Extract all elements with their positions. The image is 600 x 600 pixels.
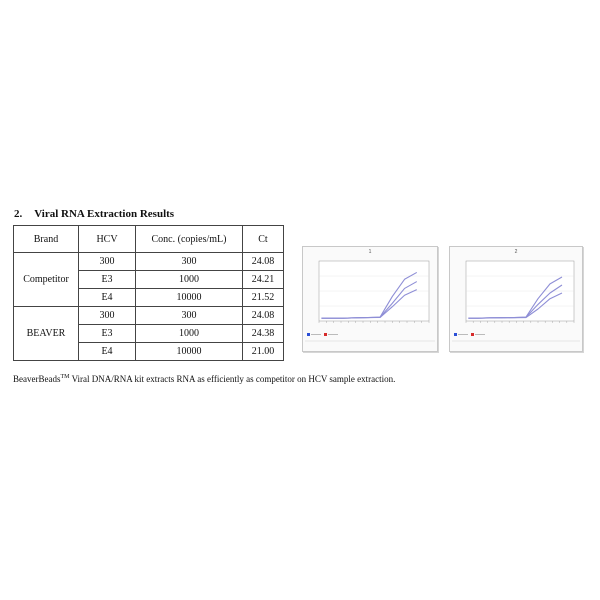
amplification-chart-1-svg [303, 247, 437, 351]
section-heading [14, 208, 174, 220]
conc-cell: 300 [136, 253, 243, 271]
table-header-row [14, 226, 284, 253]
header-conc: Conc. (copies/mL) [136, 226, 243, 253]
hcv-cell: E3 [79, 271, 136, 289]
caption-brand: BeaverBeads [13, 374, 61, 384]
caption [13, 374, 395, 384]
hcv-cell: 300 [79, 307, 136, 325]
amplification-chart-2 [449, 246, 583, 352]
conc-cell: 10000 [136, 343, 243, 361]
header-hcv: HCV [79, 226, 136, 253]
section-number: 2. [14, 208, 23, 220]
results-table [13, 225, 284, 361]
ct-cell: 24.38 [243, 325, 284, 343]
header-brand: Brand [14, 226, 79, 253]
chart-title: 2 [514, 249, 518, 255]
ct-cell: 24.08 [243, 307, 284, 325]
ct-cell: 21.52 [243, 289, 284, 307]
brand-cell: Competitor [14, 253, 79, 307]
caption-text: Viral DNA/RNA kit extracts RNA as efficiently as competitor on HCV sample extraction. [69, 374, 396, 384]
legend-entry-2 [475, 334, 485, 335]
legend-swatch-1 [307, 333, 310, 336]
legend-swatch-2 [471, 333, 474, 336]
conc-cell: 300 [136, 307, 243, 325]
conc-cell: 1000 [136, 325, 243, 343]
chart-title: 1 [368, 249, 372, 255]
legend-entry-1 [458, 334, 468, 335]
trademark-mark: TM [60, 374, 70, 380]
ct-cell: 24.08 [243, 253, 284, 271]
legend-swatch-2 [324, 333, 327, 336]
hcv-cell: 300 [79, 253, 136, 271]
conc-cell: 1000 [136, 271, 243, 289]
legend-swatch-1 [454, 333, 457, 336]
hcv-cell: E4 [79, 289, 136, 307]
ct-cell: 21.00 [243, 343, 284, 361]
table-row [14, 307, 284, 325]
amplification-chart-1 [302, 246, 438, 352]
legend-entry-2 [328, 334, 338, 335]
legend-entry-1 [311, 334, 321, 335]
table-row [14, 253, 284, 271]
conc-cell: 10000 [136, 289, 243, 307]
header-ct: Ct [243, 226, 284, 253]
amplification-chart-2-svg [450, 247, 582, 351]
hcv-cell: E4 [79, 343, 136, 361]
hcv-cell: E3 [79, 325, 136, 343]
brand-cell: BEAVER [14, 307, 79, 361]
section-title: Viral RNA Extraction Results [34, 208, 175, 220]
ct-cell: 24.21 [243, 271, 284, 289]
